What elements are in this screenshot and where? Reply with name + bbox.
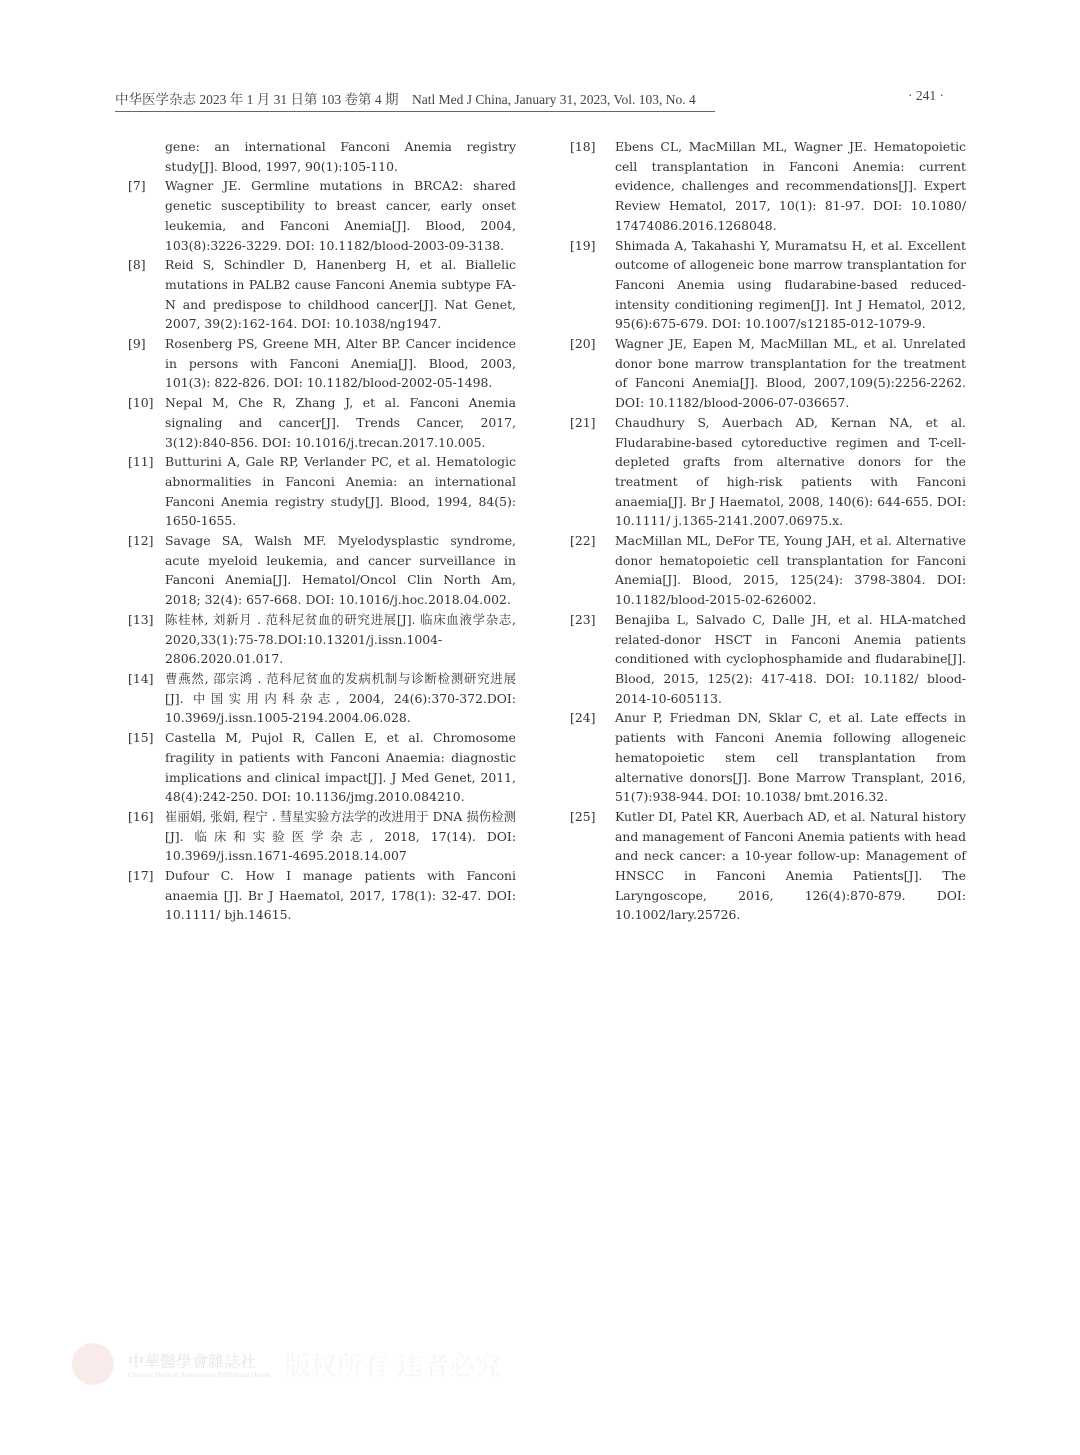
references-right-column — [570, 137, 966, 925]
reference-item — [128, 334, 516, 393]
reference-item — [128, 669, 516, 728]
reference-text: Shimada A, Takahashi Y, Muramatsu H, et al. Excellent outcome of allogeneic bone marrow transplantation for Fanconi Anemia using fludarabine-based reduced-intensity conditioning regimen[J]. Int J Hematol, 2012, 95(6):675-679. DOI: 10.1007/s12185-012-1079-9. — [615, 237, 966, 332]
copyright-notice: 版权所有 违者必究 — [284, 1351, 501, 1382]
reference-text: MacMillan ML, DeFor TE, Young JAH, et al. Alternative donor hematopoietic cell transplantation for Fanconi Anemia[J]. Blood, 2015, 125(24): 3798-3804. DOI: 10.1182/blood-2015-02-626002. — [615, 533, 966, 608]
references-left-column — [128, 137, 516, 925]
reference-item — [128, 610, 516, 669]
reference-text: 崔丽娟, 张娟, 程宁 . 彗星实验方法学的改进用于 DNA 损伤检测 [J]. 临床和实验医学杂志, 2018, 17(14). DOI: 10.3969/j.issn.1671-4695.2018.14.007 — [165, 808, 516, 864]
reference-item — [128, 807, 516, 866]
reference-item — [570, 610, 966, 709]
reference-number: [24] — [570, 710, 596, 726]
reference-text: Wagner JE, Eapen M, MacMillan ML, et al. Unrelated donor bone marrow transplantation for the treatment of Fanconi Anemia[J]. Blood, 2007,109(5):2256-2262. DOI: 10.1182/blood-2006-07-036657. — [615, 336, 966, 411]
reference-text: Savage SA, Walsh MF. Myelodysplastic syndrome, acute myeloid leukemia, and cancer surveillance in Fanconi Anemia[J]. Hematol/Oncol Clin North Am, 2018; 32(4): 657-668. DOI: 10.1016/j.hoc.2018.04.002. — [165, 533, 516, 608]
reference-item — [128, 393, 516, 452]
reference-item — [570, 236, 966, 335]
reference-item — [128, 255, 516, 334]
publisher-logo-icon — [72, 1343, 114, 1385]
reference-text: Castella M, Pujol R, Callen E, et al. Chromosome fragility in patients with Fanconi Anaemia: diagnostic implications and clinical impact[J]. J Med Genet, 2011, 48(4):242-250. DOI: 10.1136/jmg.2010.084210. — [165, 730, 516, 805]
reference-number: [20] — [570, 336, 596, 352]
reference-text: Nepal M, Che R, Zhang J, et al. Fanconi Anemia signaling and cancer[J]. Trends Cancer, 2017, 3(12):840-856. DOI: 10.1016/j.trecan.2017.10.005. — [165, 395, 516, 450]
reference-number: [16] — [128, 808, 154, 824]
publisher-name-cn: 中華醫學會雜誌社 — [128, 1352, 257, 1371]
reference-text: Benajiba L, Salvado C, Dalle JH, et al. HLA-matched related-donor HSCT in Fanconi Anemia patients conditioned with cyclophosphamide and fludarabine[J]. Blood, 2015, 125(2): 417-418. DOI: 10.1182/ blood-2014-10-605113. — [615, 611, 966, 706]
reference-number — [128, 137, 165, 176]
reference-text: Kutler DI, Patel KR, Auerbach AD, et al. Natural history and management of Fanconi Anemia patients with head and neck cancer: a 10-year follow-up: Management of HNSCC in Fanconi Anemia Patients[J]. The Laryngoscope, 2016, 126(4):870-879. DOI: 10.1002/lary.25726. — [615, 808, 966, 923]
reference-number: [9] — [128, 336, 146, 352]
reference-text: gene: an international Fanconi Anemia registry study[J]. Blood, 1997, 90(1):105-110. — [165, 139, 516, 174]
watermark-center: 中華醫學會 — [300, 959, 690, 1041]
reference-item — [570, 334, 966, 413]
reference-number: [18] — [570, 139, 596, 154]
reference-number: [23] — [570, 611, 596, 627]
reference-item — [570, 137, 966, 236]
reference-item — [128, 866, 516, 925]
reference-text: 曹燕然, 邵宗鸿 . 范科尼贫血的发病机制与诊断检测研究进展 [J]. 中国实用内科杂志, 2004, 24(6):370-372.DOI: 10.3969/j.issn.1005-2194.2004.06.028. — [165, 670, 516, 726]
reference-number: [15] — [128, 730, 154, 746]
reference-number: [8] — [128, 257, 146, 273]
reference-text: Reid S, Schindler D, Hanenberg H, et al. Biallelic mutations in PALB2 cause Fanconi Anemia subtype FA-N and predispose to childhood cancer[J]. Nat Genet, 2007, 39(2):162-164. DOI: 10.1038/ng1947. — [165, 257, 516, 332]
publisher-name-en: Chinese Medical Association Publishing House — [128, 1372, 271, 1379]
reference-number: [11] — [128, 454, 154, 470]
reference-number: [25] — [570, 808, 596, 824]
reference-number: [7] — [128, 178, 146, 194]
running-header: 中华医学杂志 2023 年 1 月 31 日第 103 卷第 4 期 Natl Med J China, January 31, 2023, Vol. 103, No. 4 — [115, 88, 715, 112]
reference-number: [14] — [128, 670, 154, 686]
page-number: · 241 · — [908, 88, 944, 103]
reference-item — [570, 807, 966, 925]
reference-item — [570, 413, 966, 531]
reference-number: [19] — [570, 237, 596, 253]
reference-number: [10] — [128, 395, 154, 411]
reference-item — [128, 531, 516, 610]
reference-number: [17] — [128, 868, 154, 884]
reference-text: 陈桂林, 刘新月 . 范科尼贫血的研究进展[J]. 临床血液学杂志, 2020,33(1):75-78.DOI:10.13201/j.issn.1004-2806.2020.01.017. — [165, 611, 516, 667]
reference-item — [570, 708, 966, 807]
reference-text: Wagner JE. Germline mutations in BRCA2: shared genetic susceptibility to breast cancer, early onset leukemia, and Fanconi Anemia[J]. Blood, 2004, 103(8):3226-3229. DOI: 10.1182/blood-2003-09-3138. — [165, 178, 516, 253]
publisher-watermark — [72, 1343, 501, 1385]
reference-item — [570, 531, 966, 610]
reference-number: [13] — [128, 611, 154, 627]
reference-text: Butturini A, Gale RP, Verlander PC, et al. Hematologic abnormalities in Fanconi Anemia: an international Fanconi Anemia registry study[J]. Blood, 1994, 84(5): 1650-1655. — [165, 454, 516, 529]
reference-number: [22] — [570, 533, 596, 549]
reference-text: Anur P, Friedman DN, Sklar C, et al. Late effects in patients with Fanconi Anemia following allogeneic hematopoietic stem cell transplantation from alternative donors[J]. Bone Marrow Transplant, 2016, 51(7):938-944. DOI: 10.1038/ bmt.2016.32. — [615, 710, 966, 805]
reference-text: Rosenberg PS, Greene MH, Alter BP. Cancer incidence in persons with Fanconi Anemia[J]. Blood, 2003, 101(3): 822-826. DOI: 10.1182/blood-2002-05-1498. — [165, 336, 516, 391]
reference-number: [21] — [570, 414, 596, 430]
reference-item — [128, 728, 516, 807]
reference-item — [128, 176, 516, 255]
reference-item — [128, 452, 516, 531]
reference-number: [12] — [128, 533, 154, 549]
reference-text: Chaudhury S, Auerbach AD, Kernan NA, et al. Fludarabine-based cytoreductive regimen and T-cell-depleted grafts from alternative donors for the treatment of high-risk patients with Fanconi anaemia[J]. Br J Haematol, 2008, 140(6): 644-655. DOI: 10.1111/ j.1365-2141.2007.06975.x. — [615, 414, 966, 529]
reference-item — [128, 137, 516, 176]
reference-text: Dufour C. How I manage patients with Fanconi anaemia [J]. Br J Haematol, 2017, 178(1): 32-47. DOI: 10.1111/ bjh.14615. — [165, 868, 516, 923]
reference-text: Ebens CL, MacMillan ML, Wagner JE. Hematopoietic cell transplantation in Fanconi Anemia: current evidence, challenges and recommendations[J]. Expert Review Hematol, 2017, 10(1): 81-97. DOI: 10.1080/ 17474086.2016.1268048. — [615, 139, 966, 233]
